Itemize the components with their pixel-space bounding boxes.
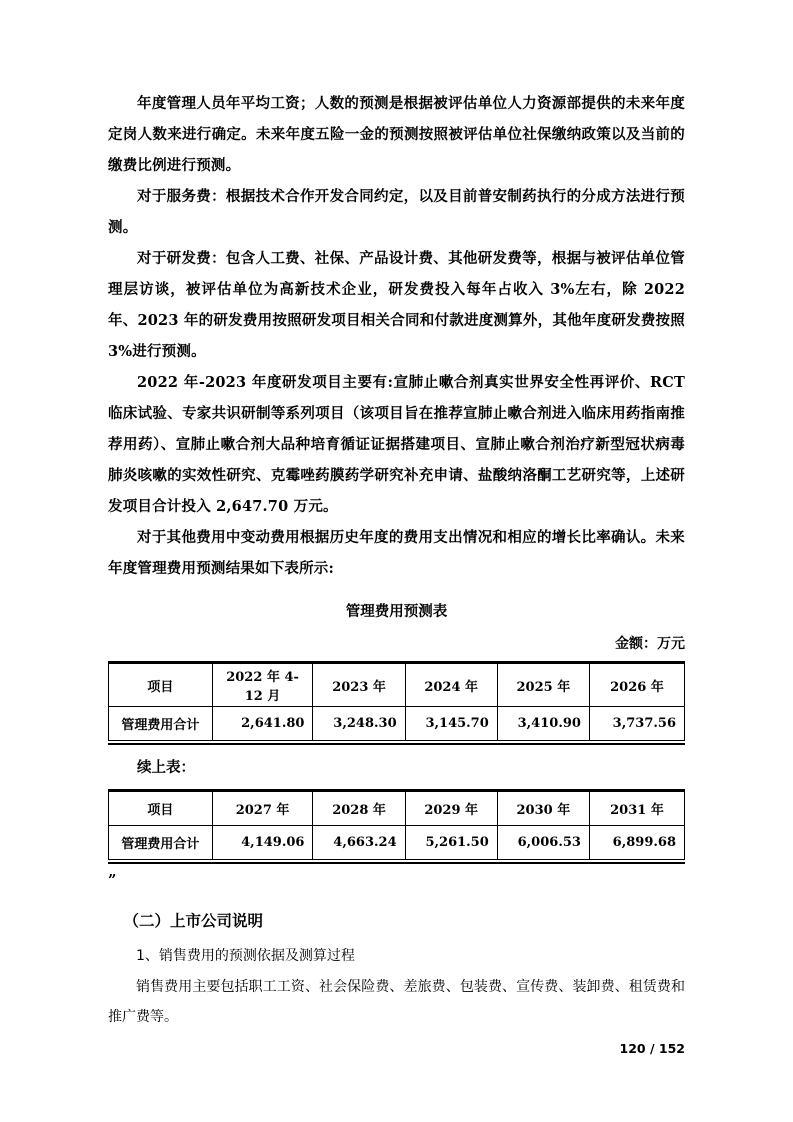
- table-row: [109, 826, 685, 860]
- table-header-cell: 2024 年: [405, 664, 497, 707]
- table-header-cell: 2022 年 4-12 月: [212, 664, 313, 707]
- paragraph-4: 2022 年-2023 年度研发项目主要有:宣肺止嗽合剂真实世界安全性再评价、RCT 临床试验、专家共识研制等系列项目（该项目旨在推荐宣肺止嗽合剂进入临床用药指南推荐用药）、宣肺止嗽合剂大品种培育循证证据搭建项目、宣肺止嗽合剂治疗新型冠状病毒肺炎咳嗽的实效性研究、克霉唑药膜药学研究补充申请、盐酸纳洛酮工艺研究等，上述研发项目合计投入 2,647.70 万元。: [108, 374, 685, 515]
- table-title: 管理费用预测表: [345, 603, 448, 620]
- paragraph-3: 对于研发费：包含人工费、社保、产品设计费、其他研发费等，根据与被评估单位管理层访谈，被评估单位为高新技术企业，研发费投入每年占收入 3%左右，除 2022 年、2023 年的研发费用按照研发项目相关合同和付款进度测算外，其他年度研发费按照 3%进行预测。: [108, 250, 685, 360]
- table-header-cell: 2025 年: [497, 664, 589, 707]
- table-header-cell: 2023 年: [313, 664, 405, 707]
- table-row: [109, 792, 685, 826]
- table-header-cell: 2031 年: [589, 792, 684, 826]
- forecast-table-1-wrapper: [108, 661, 685, 745]
- forecast-table-2-wrapper: [108, 789, 685, 864]
- table-cell: 3,410.90: [497, 707, 589, 741]
- forecast-table-1: [108, 663, 685, 741]
- table-header-cell: 项目: [109, 664, 213, 707]
- table-cell: 4,149.06: [212, 826, 313, 860]
- paragraph-1: 年度管理人员年平均工资；人数的预测是根据被评估单位人力资源部提供的未来年度定岗人数来进行确定。未来年度五险一金的预测按照被评估单位社保缴纳政策以及当前的缴费比例进行预测。: [108, 95, 685, 174]
- continuation-label: 续上表：: [137, 759, 195, 776]
- closing-paragraph: 销售费用主要包括职工工资、社会保险费、差旅费、包装费、宣传费、装卸费、租赁费和推广费等。: [108, 979, 685, 1025]
- forecast-table-2: [108, 791, 685, 860]
- table-header-cell: 2026 年: [589, 664, 684, 707]
- table-cell: 3,145.70: [405, 707, 497, 741]
- table-cell: 3,737.56: [589, 707, 684, 741]
- table-cell: 6,006.53: [497, 826, 589, 860]
- subsection-heading: 1、销售费用的预测依据及测算过程: [136, 948, 355, 964]
- table-row: [109, 664, 685, 707]
- amount-unit-label: 金额：万元: [615, 636, 685, 652]
- table-cell: 2,641.80: [212, 707, 313, 741]
- paragraph-5: 对于其他费用中变动费用根据历史年度的费用支出情况和相应的增长比率确认。未来年度管理费用预测结果如下表所示:: [108, 529, 685, 577]
- table-header-cell: 2027 年: [212, 792, 313, 826]
- section-heading: （二）上市公司说明: [123, 912, 264, 930]
- table-cell: 3,248.30: [313, 707, 405, 741]
- table-cell: 管理费用合计: [109, 707, 213, 741]
- table-header-cell: 2028 年: [313, 792, 405, 826]
- table-header-cell: 项目: [109, 792, 213, 826]
- table-cell: 6,899.68: [589, 826, 684, 860]
- table-row: [109, 707, 685, 741]
- table-cell: 4,663.24: [313, 826, 405, 860]
- page-number: 120 / 152: [619, 1041, 685, 1056]
- quote-end-mark: ”: [108, 872, 117, 889]
- table-cell: 管理费用合计: [109, 826, 213, 860]
- table-cell: 5,261.50: [405, 826, 497, 860]
- table-header-cell: 2029 年: [405, 792, 497, 826]
- paragraph-2: 对于服务费：根据技术合作开发合同约定，以及目前普安制药执行的分成方法进行预测。: [108, 188, 685, 236]
- table-header-cell: 2030 年: [497, 792, 589, 826]
